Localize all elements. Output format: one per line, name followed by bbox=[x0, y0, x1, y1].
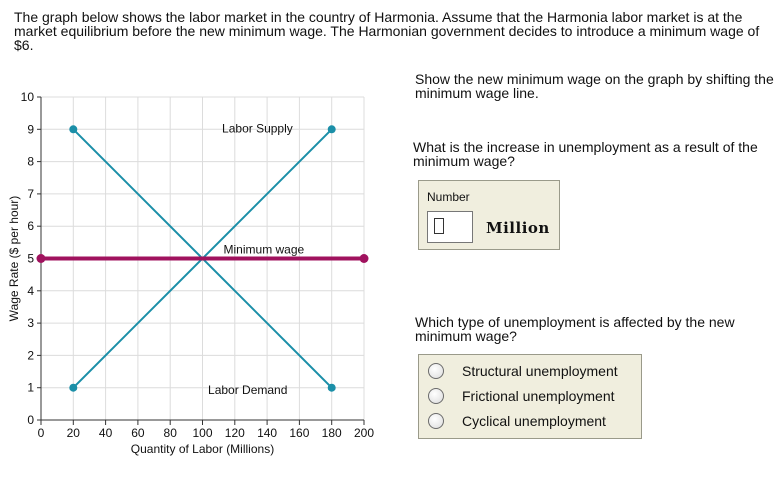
unemployment-input[interactable] bbox=[427, 211, 473, 243]
x-tick-label: 180 bbox=[321, 426, 342, 440]
minimum-wage-point bbox=[360, 254, 369, 263]
y-tick-label: 9 bbox=[27, 122, 34, 137]
option-structural[interactable] bbox=[428, 361, 618, 381]
unit-label: Million bbox=[486, 219, 550, 237]
labor-supply-point bbox=[328, 125, 336, 133]
option-frictional[interactable] bbox=[428, 386, 615, 406]
y-tick-label: 3 bbox=[27, 316, 34, 331]
x-tick-label: 40 bbox=[98, 426, 113, 440]
x-tick-label: 120 bbox=[224, 426, 245, 440]
y-tick-label: 6 bbox=[27, 219, 34, 234]
radio-button-icon[interactable] bbox=[428, 413, 444, 429]
minimum-wage-point bbox=[37, 254, 46, 263]
x-tick-label: 200 bbox=[353, 426, 375, 440]
labor-supply-label: Labor Supply bbox=[222, 121, 293, 136]
y-tick-label: 8 bbox=[27, 154, 34, 169]
x-tick-label: 140 bbox=[257, 426, 278, 440]
radio-button-icon[interactable] bbox=[428, 363, 444, 379]
labor-demand-point bbox=[328, 384, 336, 392]
x-tick-label: 20 bbox=[66, 426, 80, 440]
y-tick-label: 2 bbox=[27, 348, 34, 363]
labor-supply-point bbox=[69, 384, 77, 392]
labor-demand-point bbox=[69, 125, 77, 133]
y-tick-label: 7 bbox=[27, 186, 34, 201]
x-tick-label: 60 bbox=[131, 426, 145, 440]
unemployment-type-options bbox=[418, 354, 642, 439]
x-tick-label: 160 bbox=[289, 426, 310, 440]
y-tick-label: 4 bbox=[27, 283, 34, 298]
minimum-wage-label: Minimum wage bbox=[223, 242, 305, 257]
number-answer-box bbox=[418, 180, 560, 250]
x-axis-label: Quantity of Labor (Millions) bbox=[130, 442, 275, 456]
y-tick-label: 10 bbox=[20, 90, 34, 104]
question-unemployment-type: Which type of unemployment is affected by the new minimum wage? bbox=[415, 314, 735, 344]
labor-demand-label: Labor Demand bbox=[208, 383, 288, 398]
problem-statement: The graph below shows the labor market in the country of Harmonia. Assume that the Harmonia labor market is at the market equilibrium before the new minimum wage. The Harmonian government decides to introduce a minimum wage of $6. bbox=[14, 9, 760, 53]
y-axis-label: Wage Rate ($ per hour) bbox=[7, 195, 21, 322]
y-tick-label: 1 bbox=[27, 380, 34, 395]
x-tick-label: 0 bbox=[37, 426, 45, 440]
y-tick-label: 0 bbox=[27, 413, 34, 427]
labor-market-chart[interactable] bbox=[0, 85, 400, 475]
x-tick-label: 100 bbox=[192, 426, 213, 440]
y-tick-label: 5 bbox=[27, 251, 34, 266]
option-label: Frictional unemployment bbox=[462, 388, 615, 404]
option-label: Structural unemployment bbox=[462, 363, 618, 379]
radio-button-icon[interactable] bbox=[428, 388, 444, 404]
x-tick-label: 80 bbox=[163, 426, 177, 440]
question-shift-line: Show the new minimum wage on the graph by shifting the minimum wage line. bbox=[415, 71, 774, 101]
option-label: Cyclical unemployment bbox=[462, 413, 606, 429]
question-unemployment-increase: What is the increase in unemployment as a result of the minimum wage? bbox=[413, 139, 758, 169]
number-label: Number bbox=[427, 190, 470, 204]
option-cyclical[interactable] bbox=[428, 411, 606, 431]
